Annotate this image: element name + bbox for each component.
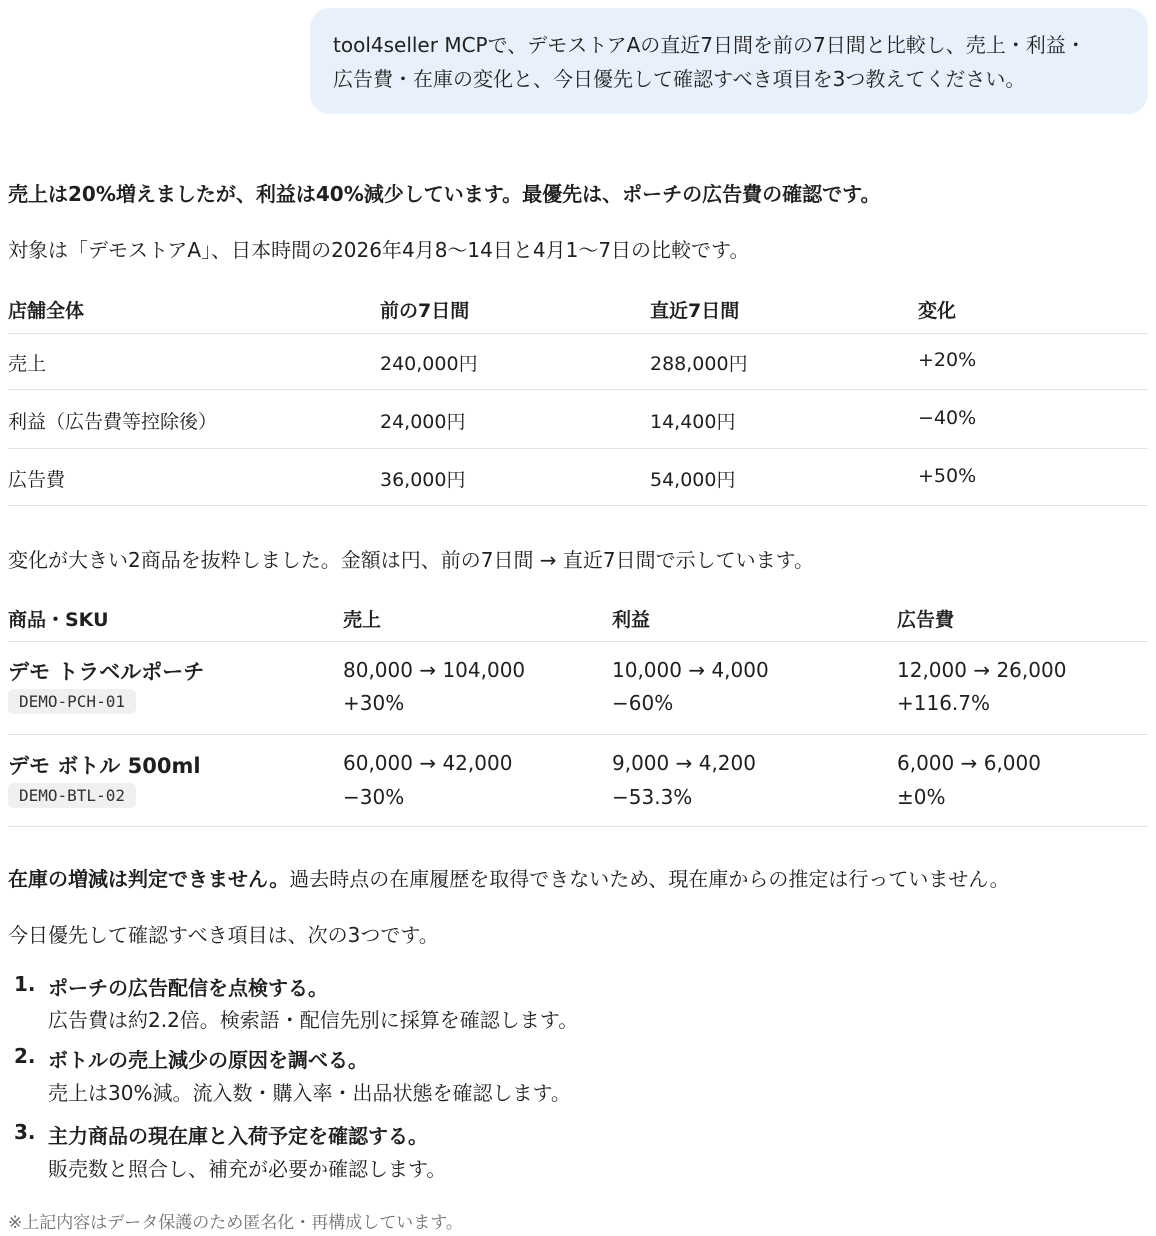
- profit-values: 10,000 → 4,000: [612, 658, 769, 682]
- table-cell: 14,400円: [650, 411, 736, 433]
- list-number: 2.: [14, 1044, 36, 1068]
- table-cell: 売上: [8, 353, 47, 375]
- divider: [8, 734, 1148, 735]
- table-header: 直近7日間: [650, 300, 740, 322]
- table-cell: 288,000円: [650, 353, 748, 375]
- table-header: 商品・SKU: [8, 609, 109, 631]
- product-name: デモ トラベルポーチ: [8, 660, 205, 684]
- table-header: 売上: [343, 609, 382, 631]
- list-number: 3.: [14, 1120, 36, 1144]
- table-header: 変化: [918, 300, 957, 322]
- divider: [8, 333, 1148, 334]
- profit-change: −60%: [612, 691, 674, 715]
- priority-title: ボトルの売上減少の原因を調べる。: [48, 1048, 368, 1072]
- table-header: 広告費: [897, 609, 955, 631]
- priority-title: 主力商品の現在庫と入荷予定を確認する。: [48, 1124, 428, 1148]
- inventory-note: [8, 863, 1010, 892]
- sku-code: DEMO-PCH-01: [8, 689, 136, 714]
- priority-intro: 今日優先して確認すべき項目は、次の3つです。: [8, 923, 439, 947]
- divider: [8, 826, 1148, 827]
- ad-change: ±0%: [897, 785, 946, 809]
- divider: [8, 389, 1148, 390]
- sales-change: +30%: [343, 691, 405, 715]
- priority-title: ポーチの広告配信を点検する。: [48, 976, 328, 1000]
- table-cell: +20%: [918, 349, 977, 371]
- profit-change: −53.3%: [612, 785, 693, 809]
- divider: [8, 448, 1148, 449]
- sales-change: −30%: [343, 785, 405, 809]
- table-header: 利益: [612, 609, 651, 631]
- inventory-note-bold: 在庫の増減は判定できません。: [8, 867, 290, 891]
- products-intro-text: 変化が大きい2商品を抜粋しました。金額は円、前の7日間 → 直近7日間で示しています。: [8, 548, 815, 572]
- priority-body: 販売数と照合し、補充が必要か確認します。: [48, 1157, 447, 1181]
- scope-text: 対象は「デモストアA」、日本時間の2026年4月8〜14日と4月1〜7日の比較です。: [8, 238, 750, 262]
- ad-change: +116.7%: [897, 691, 991, 715]
- user-message-line: 広告費・在庫の変化と、今日優先して確認すべき項目を3つ教えてください。: [333, 67, 1026, 91]
- table-header: 店舗全体: [8, 300, 85, 322]
- table-cell: 広告費: [8, 469, 66, 491]
- priority-body: 売上は30%減。流入数・購入率・出品状態を確認します。: [48, 1081, 571, 1105]
- table-cell: 36,000円: [380, 469, 466, 491]
- ad-values: 6,000 → 6,000: [897, 751, 1041, 775]
- divider: [8, 505, 1148, 506]
- user-message-line: tool4seller MCPで、デモストアAの直近7日間を前の7日間と比較し、売上・利益・: [333, 33, 1086, 57]
- sku-code: DEMO-BTL-02: [8, 783, 136, 808]
- table-cell: −40%: [918, 407, 977, 429]
- divider: [8, 641, 1148, 642]
- profit-values: 9,000 → 4,200: [612, 751, 756, 775]
- footnote: ※上記内容はデータ保護のため匿名化・再構成しています。: [8, 1213, 463, 1233]
- ad-values: 12,000 → 26,000: [897, 658, 1067, 682]
- sales-values: 80,000 → 104,000: [343, 658, 526, 682]
- table-cell: +50%: [918, 465, 977, 487]
- product-name: デモ ボトル 500ml: [8, 754, 201, 778]
- sales-values: 60,000 → 42,000: [343, 751, 513, 775]
- table-cell: 54,000円: [650, 469, 736, 491]
- list-number: 1.: [14, 972, 36, 996]
- table-cell: 24,000円: [380, 411, 466, 433]
- table-header: 前の7日間: [380, 300, 470, 322]
- table-cell: 240,000円: [380, 353, 478, 375]
- table-cell: 利益（広告費等控除後）: [8, 411, 218, 433]
- inventory-note-text: 過去時点の在庫履歴を取得できないため、現在庫からの推定は行っていません。: [289, 867, 1010, 891]
- response-headline: 売上は20%増えましたが、利益は40%減少しています。最優先は、ポーチの広告費の確認です。: [8, 182, 881, 206]
- user-message-bubble: [310, 8, 1148, 114]
- priority-body: 広告費は約2.2倍。検索語・配信先別に採算を確認します。: [48, 1008, 579, 1032]
